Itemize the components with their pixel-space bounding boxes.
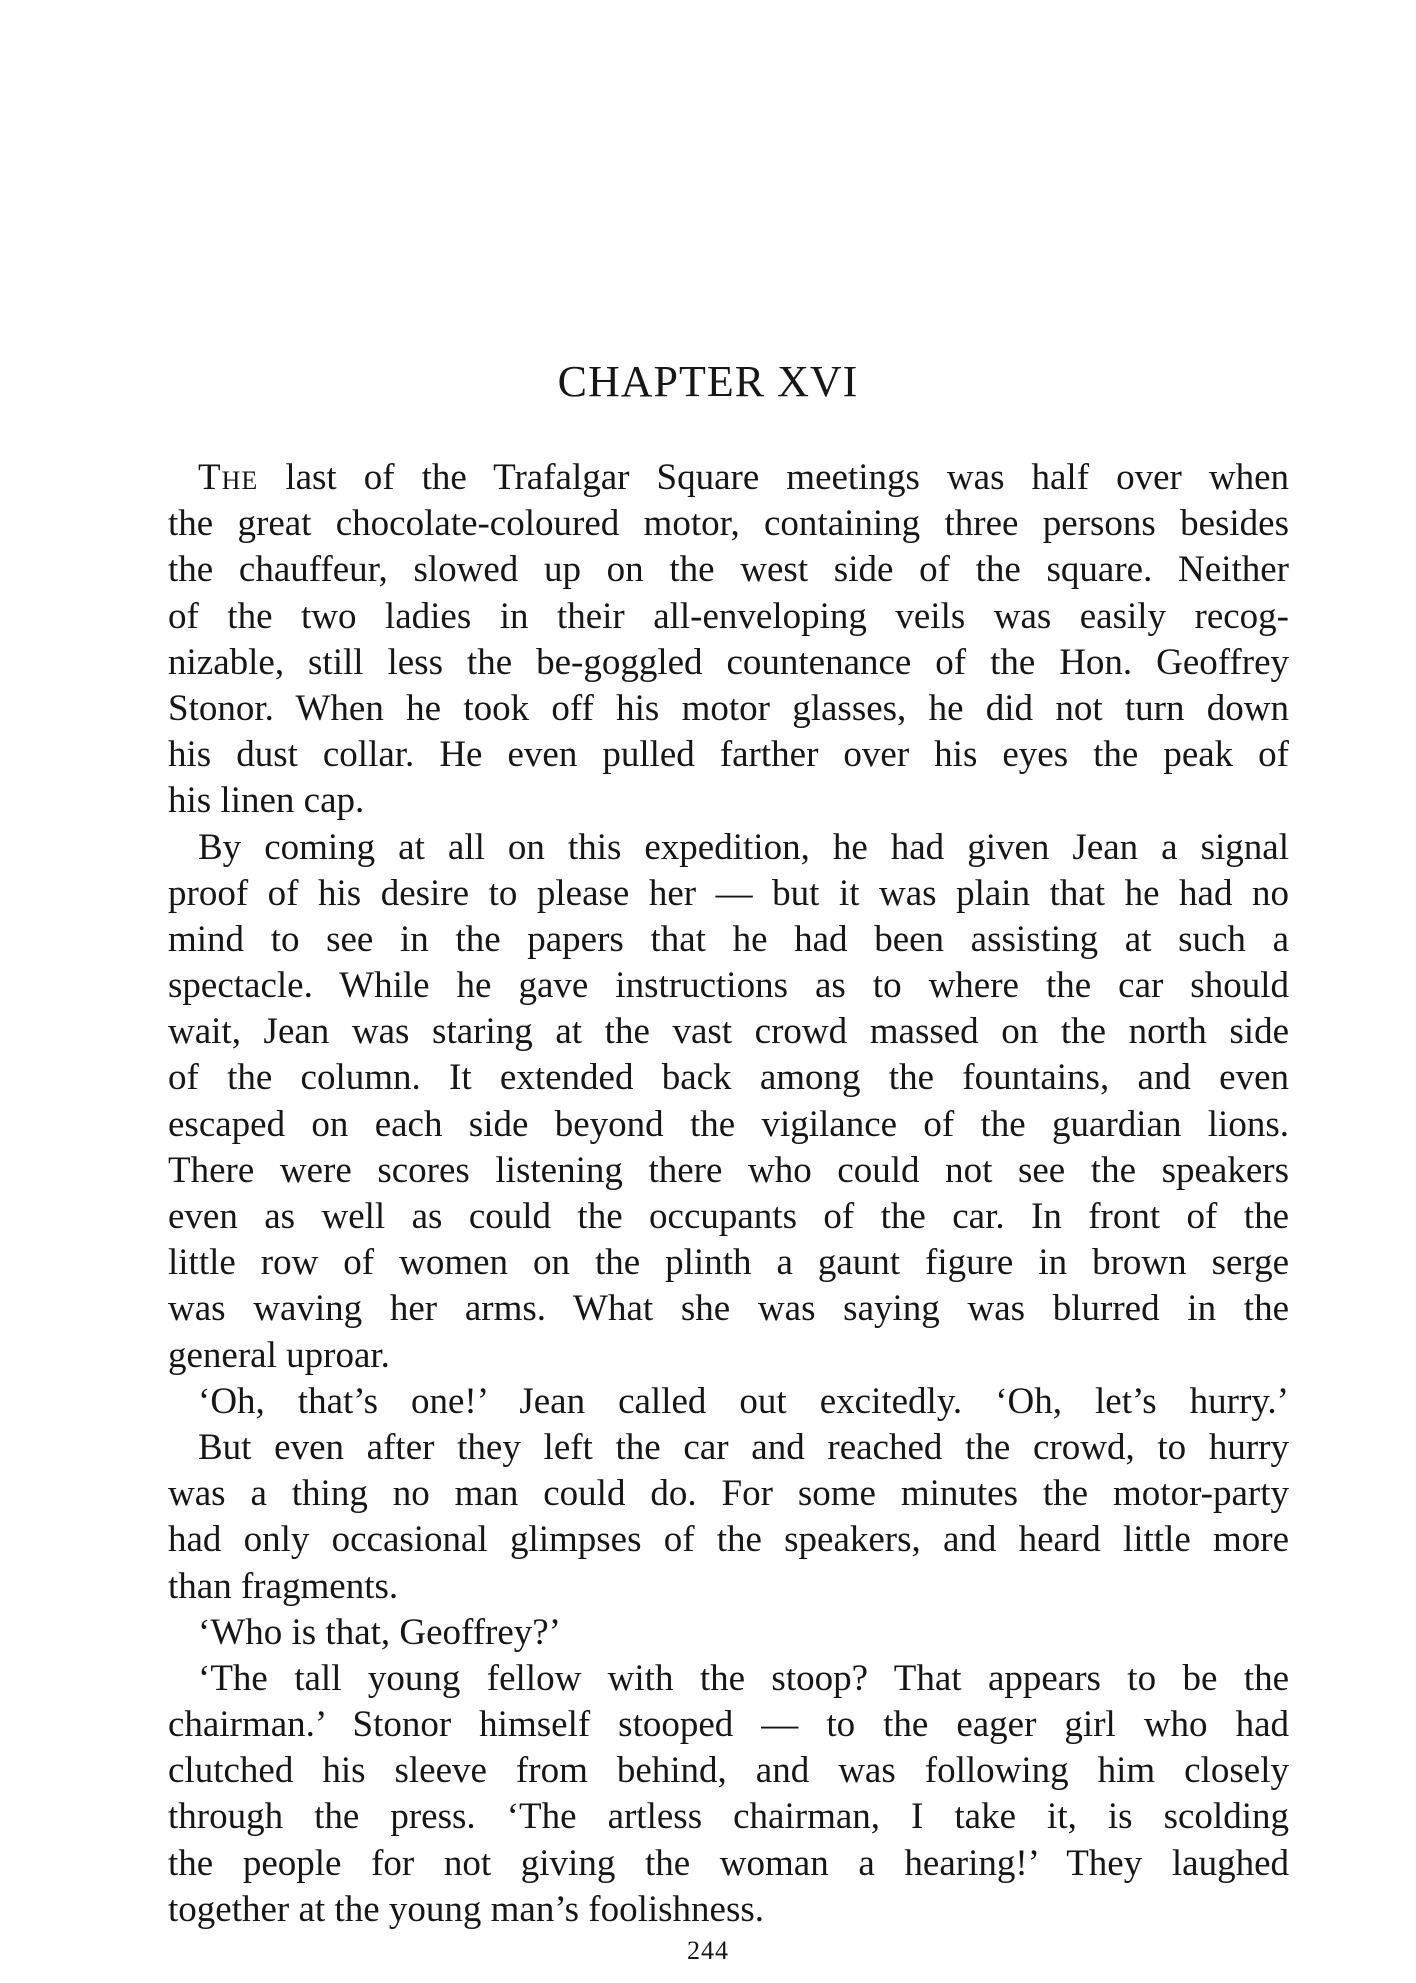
text-line: together at the young man’s foolishness.	[168, 1888, 765, 1930]
text-line: through the press. ‘The artless chairman, I take it, is scolding	[168, 1796, 1289, 1838]
text-line: the chauffeur, slowed up on the west side of the square. Neither	[168, 549, 1289, 591]
text-line: of the two ladies in their all-enveloping veils was easily recog-	[168, 595, 1289, 637]
text-line: his dust collar. He even pulled farther over his eyes the peak of	[168, 734, 1289, 776]
chapter-heading: CHAPTER XVI	[557, 357, 859, 406]
text-line: chairman.’ Stonor himself stooped — to the eager girl who had	[168, 1704, 1289, 1746]
text-line: of the column. It extended back among the fountains, and even	[168, 1057, 1289, 1099]
text-line: escaped on each side beyond the vigilance of the guardian lions.	[168, 1103, 1289, 1145]
paragraph	[168, 1656, 1289, 1933]
chapter-body	[168, 455, 1289, 1933]
text-line: Stonor. When he took off his motor glasses, he did not turn down	[168, 687, 1289, 729]
text-line: But even after they left the car and reached the crowd, to hurry	[198, 1426, 1289, 1468]
paragraph	[168, 455, 1289, 825]
text-line: ‘The tall young fellow with the stoop? That appears to be the	[198, 1657, 1289, 1699]
text-line: had only occasional glimpses of the speakers, and heard little more	[168, 1519, 1289, 1561]
text-line: The last of the Trafalgar Square meetings was half over when	[198, 457, 1290, 498]
text-line: ‘Oh, that’s one!’ Jean called out excitedly. ‘Oh, let’s hurry.’	[198, 1380, 1289, 1422]
text-line: ‘Who is that, Geoffrey?’	[198, 1611, 562, 1653]
text-line: mind to see in the papers that he had been assisting at such a	[168, 918, 1289, 960]
paragraph	[168, 1425, 1289, 1610]
text-line: spectacle. While he gave instructions as to where the car should	[168, 965, 1289, 1007]
text-line: By coming at all on this expedition, he had given Jean a signal	[198, 826, 1289, 868]
text-line: the people for not giving the woman a hearing!’ They laughed	[168, 1842, 1289, 1884]
text-line: little row of women on the plinth a gaunt figure in brown serge	[168, 1242, 1289, 1284]
text-line: wait, Jean was staring at the vast crowd massed on the north side	[168, 1011, 1289, 1053]
drop-word: The	[198, 457, 259, 498]
text-line: his linen cap.	[168, 780, 365, 822]
text-line: than fragments.	[168, 1565, 399, 1607]
text-line: nizable, still less the be-goggled countenance of the Hon. Geoffrey	[168, 641, 1289, 683]
text-line: general uproar.	[168, 1334, 390, 1376]
text-line: There were scores listening there who could not see the speakers	[168, 1149, 1289, 1191]
paragraph	[168, 825, 1289, 1379]
text-line: proof of his desire to please her — but it was plain that he had no	[168, 872, 1289, 914]
text-line: clutched his sleeve from behind, and was following him closely	[168, 1750, 1289, 1792]
page-number: 244	[687, 1936, 729, 1965]
text-line: even as well as could the occupants of the car. In front of the	[168, 1196, 1289, 1237]
text-line: the great chocolate-coloured motor, containing three persons besides	[168, 503, 1289, 545]
text-line: was a thing no man could do. For some minutes the motor-party	[168, 1473, 1289, 1515]
paragraph	[168, 1610, 1289, 1656]
text-line: was waving her arms. What she was saying was blurred in the	[168, 1288, 1289, 1330]
paragraph	[168, 1379, 1289, 1425]
